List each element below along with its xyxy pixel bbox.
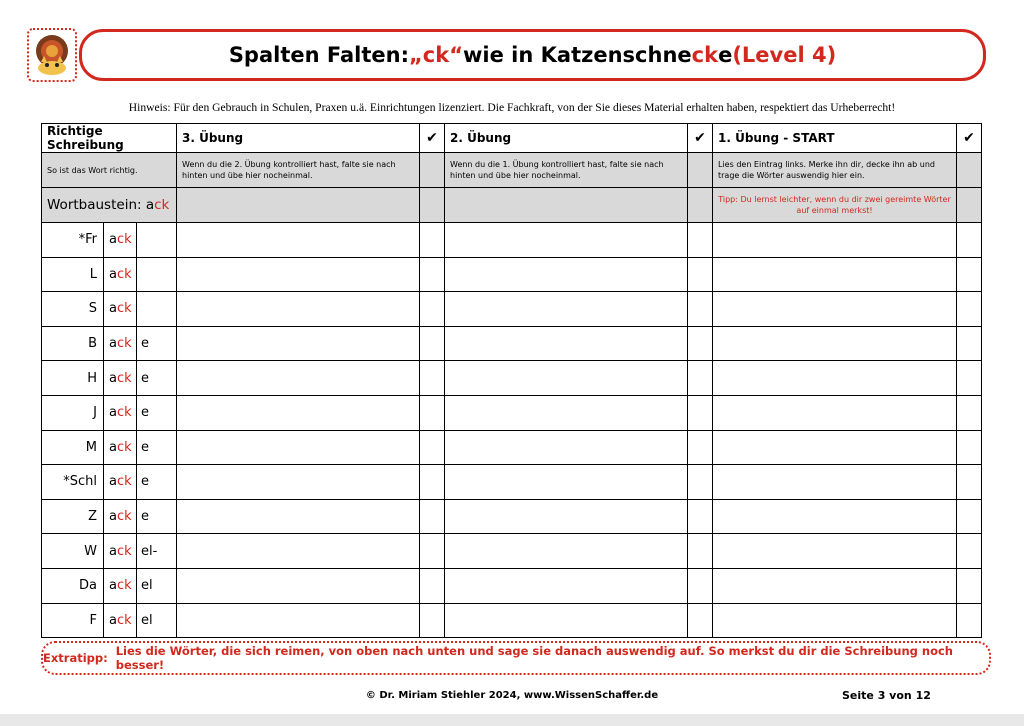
- word-a: a: [109, 336, 117, 352]
- wortbaustein-row: [42, 188, 982, 223]
- page-number: Seite 3 von 12: [842, 689, 931, 702]
- check-box-1[interactable]: [957, 257, 982, 292]
- wb-check-1: [957, 188, 982, 223]
- bottom-bar: [0, 714, 1024, 726]
- word-prefix: L: [42, 257, 104, 292]
- check-box-3[interactable]: [420, 603, 445, 638]
- input-exercise-2[interactable]: [445, 499, 688, 534]
- word-row: [42, 430, 982, 465]
- wortbaustein-label: Wortbaustein:: [47, 197, 146, 213]
- check-box-2[interactable]: [688, 223, 713, 258]
- input-exercise-2[interactable]: [445, 568, 688, 603]
- check-box-3[interactable]: [420, 568, 445, 603]
- word-row: [42, 292, 982, 327]
- word-suffix: e: [137, 326, 177, 361]
- check-box-1[interactable]: [957, 326, 982, 361]
- check-box-1[interactable]: [957, 361, 982, 396]
- word-ck: ck: [116, 232, 132, 248]
- input-exercise-3[interactable]: [177, 603, 420, 638]
- word-a: a: [109, 301, 117, 317]
- word-core: [104, 361, 137, 396]
- word-core: [104, 257, 137, 292]
- check-box-3[interactable]: [420, 499, 445, 534]
- description-row: [42, 153, 982, 188]
- check-box-3[interactable]: [420, 534, 445, 569]
- input-exercise-1[interactable]: [713, 395, 957, 430]
- input-exercise-3[interactable]: [177, 568, 420, 603]
- word-prefix: W: [42, 534, 104, 569]
- word-core: [104, 326, 137, 361]
- check-box-3[interactable]: [420, 430, 445, 465]
- wb-exercise-2: [445, 188, 688, 223]
- word-prefix: Z: [42, 499, 104, 534]
- input-exercise-1[interactable]: [713, 326, 957, 361]
- check-box-2[interactable]: [688, 326, 713, 361]
- title-quoted: „ck“: [409, 43, 464, 67]
- input-exercise-1[interactable]: [713, 223, 957, 258]
- word-suffix: [137, 292, 177, 327]
- input-exercise-3[interactable]: [177, 326, 420, 361]
- input-exercise-2[interactable]: [445, 361, 688, 396]
- wortbaustein-ck: ck: [154, 197, 170, 213]
- input-exercise-2[interactable]: [445, 603, 688, 638]
- input-exercise-3[interactable]: [177, 257, 420, 292]
- check-box-1[interactable]: [957, 568, 982, 603]
- word-a: a: [109, 612, 117, 628]
- check-box-1[interactable]: [957, 603, 982, 638]
- header-exercise-3: 3. Übung: [177, 124, 420, 153]
- word-row: [42, 603, 982, 638]
- desc-check-1: [957, 153, 982, 188]
- extratipp-box: [41, 641, 991, 675]
- desc-check-2: [688, 153, 713, 188]
- word-ck: ck: [116, 266, 132, 282]
- title-level: (Level 4): [732, 43, 837, 67]
- input-exercise-3[interactable]: [177, 223, 420, 258]
- word-a: a: [109, 405, 117, 421]
- word-suffix: el: [137, 603, 177, 638]
- logo-icon: [31, 32, 73, 78]
- desc-exercise-1: Lies den Eintrag links. Merke ihn dir, decke ihn ab und trage die Wörter auswendig hier ein.: [713, 153, 957, 188]
- word-suffix: el-: [137, 534, 177, 569]
- input-exercise-2[interactable]: [445, 430, 688, 465]
- word-a: a: [109, 509, 117, 525]
- input-exercise-2[interactable]: [445, 534, 688, 569]
- check-box-2[interactable]: [688, 534, 713, 569]
- desc-correct-spelling: So ist das Wort richtig.: [42, 153, 177, 188]
- input-exercise-3[interactable]: [177, 292, 420, 327]
- check-box-1[interactable]: [957, 223, 982, 258]
- check-box-1[interactable]: [957, 430, 982, 465]
- word-suffix: e: [137, 465, 177, 500]
- word-row: [42, 534, 982, 569]
- header-row: [42, 124, 982, 153]
- logo-snail-cat: [27, 28, 77, 82]
- word-prefix: F: [42, 603, 104, 638]
- word-ck: ck: [116, 509, 132, 525]
- word-core: [104, 292, 137, 327]
- word-prefix: S: [42, 292, 104, 327]
- page-title: [79, 29, 986, 81]
- wortbaustein-cell: [42, 188, 177, 223]
- wb-exercise-3: [177, 188, 420, 223]
- word-row: [42, 257, 982, 292]
- word-a: a: [109, 439, 117, 455]
- wb-check-3: [420, 188, 445, 223]
- word-core: [104, 395, 137, 430]
- word-ck: ck: [116, 370, 132, 386]
- word-a: a: [109, 543, 117, 559]
- word-row: [42, 326, 982, 361]
- check-box-3[interactable]: [420, 257, 445, 292]
- tip-text: Tipp: Du lernst leichter, wenn du dir zwei gereimte Wörter auf einmal merkst!: [713, 188, 957, 223]
- check-box-1[interactable]: [957, 534, 982, 569]
- word-prefix: *Fr: [42, 223, 104, 258]
- input-exercise-3[interactable]: [177, 465, 420, 500]
- input-exercise-2[interactable]: [445, 292, 688, 327]
- input-exercise-3[interactable]: [177, 395, 420, 430]
- word-prefix: B: [42, 326, 104, 361]
- word-row: [42, 361, 982, 396]
- check-box-2[interactable]: [688, 568, 713, 603]
- check-box-3[interactable]: [420, 292, 445, 327]
- word-ck: ck: [116, 405, 132, 421]
- check-box-1[interactable]: [957, 465, 982, 500]
- license-hint: Hinweis: Für den Gebrauch in Schulen, Praxen u.ä. Einrichtungen lizenziert. Die Fachkraft, von der Sie dieses Material erhalten haben, respektiert das Urheberrecht!: [128, 101, 896, 114]
- input-exercise-1[interactable]: [713, 568, 957, 603]
- word-a: a: [109, 266, 117, 282]
- word-suffix: [137, 223, 177, 258]
- exercise-table: [41, 123, 982, 638]
- desc-exercise-2: Wenn du die 1. Übung kontrolliert hast, falte sie nach hinten und übe hier nocheinmal.: [445, 153, 688, 188]
- word-ck: ck: [116, 578, 132, 594]
- input-exercise-1[interactable]: [713, 292, 957, 327]
- input-exercise-3[interactable]: [177, 534, 420, 569]
- check-box-2[interactable]: [688, 292, 713, 327]
- check-box-2[interactable]: [688, 430, 713, 465]
- word-prefix: *Schl: [42, 465, 104, 500]
- input-exercise-1[interactable]: [713, 465, 957, 500]
- check-box-2[interactable]: [688, 465, 713, 500]
- check-header-2: ✔: [688, 124, 713, 153]
- input-exercise-3[interactable]: [177, 361, 420, 396]
- input-exercise-1[interactable]: [713, 534, 957, 569]
- word-suffix: e: [137, 361, 177, 396]
- word-core: [104, 223, 137, 258]
- word-core: [104, 430, 137, 465]
- word-suffix: [137, 257, 177, 292]
- title-middle: wie in Katzenschne: [463, 43, 692, 67]
- word-ck: ck: [116, 612, 132, 628]
- check-box-2[interactable]: [688, 361, 713, 396]
- check-header-1: ✔: [957, 124, 982, 153]
- word-suffix: e: [137, 395, 177, 430]
- extratipp-label: Extratipp:: [43, 651, 108, 665]
- word-ck: ck: [116, 543, 132, 559]
- input-exercise-3[interactable]: [177, 499, 420, 534]
- word-prefix: H: [42, 361, 104, 396]
- word-row: [42, 223, 982, 258]
- title-suffix: e: [718, 43, 733, 67]
- check-box-3[interactable]: [420, 465, 445, 500]
- header-exercise-1: 1. Übung - START: [713, 124, 957, 153]
- check-box-2[interactable]: [688, 603, 713, 638]
- word-row: [42, 465, 982, 500]
- word-row: [42, 568, 982, 603]
- word-ck: ck: [116, 474, 132, 490]
- title-highlight: ck: [691, 43, 719, 67]
- word-row: [42, 499, 982, 534]
- word-prefix: M: [42, 430, 104, 465]
- input-exercise-2[interactable]: [445, 465, 688, 500]
- check-box-1[interactable]: [957, 499, 982, 534]
- desc-exercise-3: Wenn du die 2. Übung kontrolliert hast, falte sie nach hinten und übe hier nocheinmal.: [177, 153, 420, 188]
- word-core: [104, 568, 137, 603]
- input-exercise-1[interactable]: [713, 257, 957, 292]
- word-suffix: e: [137, 430, 177, 465]
- check-box-2[interactable]: [688, 499, 713, 534]
- word-a: a: [109, 370, 117, 386]
- word-row: [42, 395, 982, 430]
- word-core: [104, 603, 137, 638]
- word-prefix: Da: [42, 568, 104, 603]
- check-box-3[interactable]: [420, 361, 445, 396]
- check-box-2[interactable]: [688, 257, 713, 292]
- footer-copyright: © Dr. Miriam Stiehler 2024, www.WissenSchaffer.de: [365, 690, 659, 701]
- word-core: [104, 534, 137, 569]
- wortbaustein-a: a: [145, 197, 155, 213]
- input-exercise-2[interactable]: [445, 223, 688, 258]
- check-box-1[interactable]: [957, 292, 982, 327]
- word-a: a: [109, 578, 117, 594]
- check-box-3[interactable]: [420, 223, 445, 258]
- word-a: a: [109, 232, 117, 248]
- word-ck: ck: [116, 439, 132, 455]
- desc-check-3: [420, 153, 445, 188]
- word-a: a: [109, 474, 117, 490]
- title-prefix: Spalten Falten:: [228, 43, 409, 67]
- input-exercise-2[interactable]: [445, 395, 688, 430]
- input-exercise-1[interactable]: [713, 361, 957, 396]
- input-exercise-3[interactable]: [177, 430, 420, 465]
- input-exercise-2[interactable]: [445, 257, 688, 292]
- word-ck: ck: [116, 336, 132, 352]
- word-prefix: J: [42, 395, 104, 430]
- word-core: [104, 499, 137, 534]
- input-exercise-2[interactable]: [445, 326, 688, 361]
- wb-check-2: [688, 188, 713, 223]
- extratipp-text: Lies die Wörter, die sich reimen, von oben nach unten und sage sie danach auswendig auf. So merkst du dir die Schreibung noch besser!: [115, 644, 953, 672]
- check-box-3[interactable]: [420, 326, 445, 361]
- word-suffix: e: [137, 499, 177, 534]
- word-core: [104, 465, 137, 500]
- header-correct-spelling: Richtige Schreibung: [42, 124, 177, 153]
- word-suffix: el: [137, 568, 177, 603]
- input-exercise-1[interactable]: [713, 430, 957, 465]
- check-header-3: ✔: [420, 124, 445, 153]
- check-box-1[interactable]: [957, 395, 982, 430]
- header-exercise-2: 2. Übung: [445, 124, 688, 153]
- word-ck: ck: [116, 301, 132, 317]
- check-box-3[interactable]: [420, 395, 445, 430]
- check-box-2[interactable]: [688, 395, 713, 430]
- input-exercise-1[interactable]: [713, 603, 957, 638]
- input-exercise-1[interactable]: [713, 499, 957, 534]
